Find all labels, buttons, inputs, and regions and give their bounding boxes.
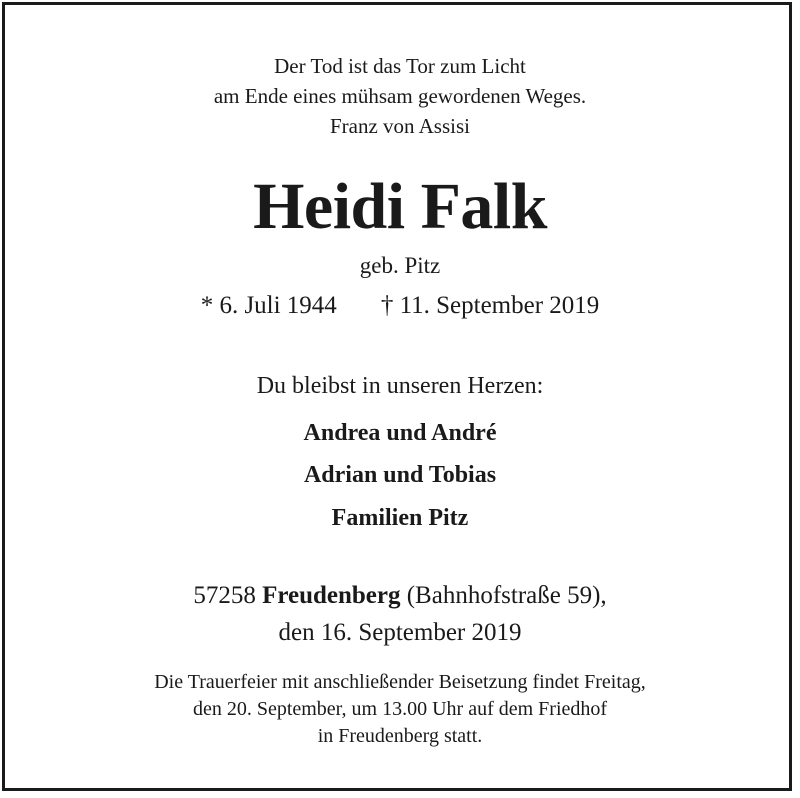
funeral-notice-line-2: den 20. September, um 13.00 Uhr auf dem Friedhof xyxy=(192,698,608,720)
quote-line-1: Der Tod ist das Tor zum Licht xyxy=(274,54,526,78)
mourner-name: Andrea und André xyxy=(303,420,497,446)
place-date: den 16. September 2019 xyxy=(278,619,522,646)
quote-author: Franz von Assisi xyxy=(329,114,470,138)
funeral-notice-line-3: in Freudenberg statt. xyxy=(317,725,483,747)
mourners-intro: Du bleibst in unseren Herzen: xyxy=(256,373,544,399)
mourner-name: Adrian und Tobias xyxy=(303,462,497,488)
quote-line-2: am Ende eines mühsam gewordenen Weges. xyxy=(213,84,587,108)
life-dates xyxy=(0,293,800,318)
funeral-notice-line-1: Die Trauerfeier mit anschließender Beisetzung findet Freitag, xyxy=(154,671,646,693)
deceased-name: Heidi Falk xyxy=(253,170,547,243)
birth-date: * 6. Juli 1944 xyxy=(200,292,337,319)
mourner-name: Familien Pitz xyxy=(331,505,469,531)
maiden-name: geb. Pitz xyxy=(359,253,441,278)
postcode: 57258 xyxy=(193,582,256,609)
street: (Bahnhofstraße 59), xyxy=(406,582,607,609)
death-date: † 11. September 2019 xyxy=(380,292,600,319)
city: Freudenberg xyxy=(262,582,401,609)
place-line xyxy=(0,583,800,608)
